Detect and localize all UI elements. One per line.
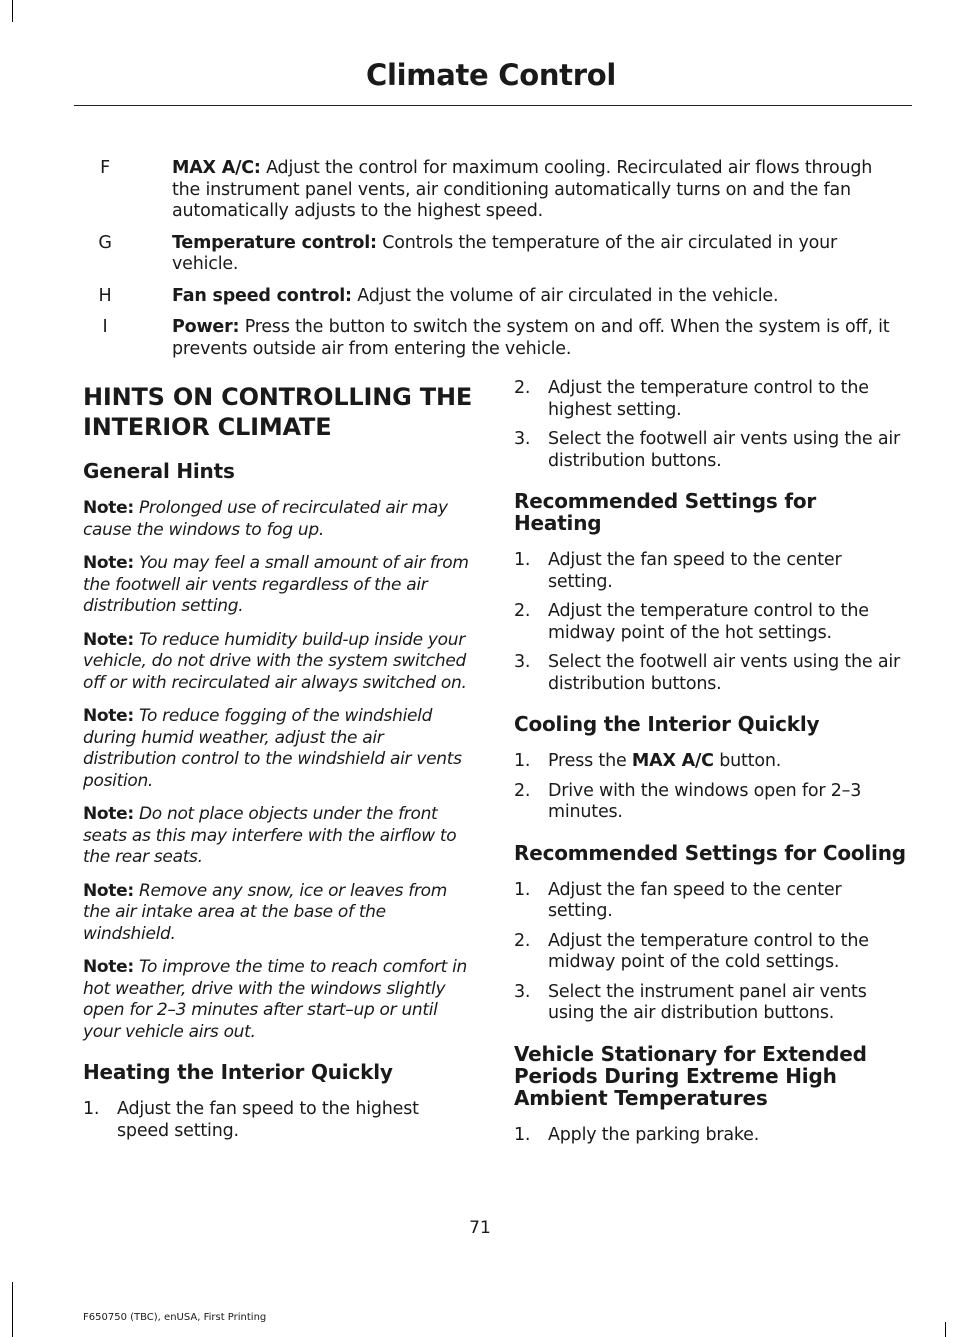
note-text: To reduce fogging of the windshield during humid weather, adjust the air distribution control to the windshield air vents position. bbox=[83, 706, 462, 791]
note-air-intake bbox=[83, 881, 475, 946]
definition-text: Adjust the control for maximum cooling. Recirculated air flows through the instrument panel vents, air conditioning automatically turns on and the fan automatically adjusts to the highest speed. bbox=[172, 158, 873, 221]
definition-letter: F bbox=[100, 158, 110, 178]
step-number: 2. bbox=[514, 780, 531, 801]
list-item bbox=[83, 1099, 475, 1142]
definition-text: Press the button to switch the system on and off. When the system is off, it prevents outside air from entering the vehicle. bbox=[172, 317, 890, 359]
list-item bbox=[514, 982, 906, 1025]
step-text: Adjust the fan speed to the center setting. bbox=[548, 550, 842, 592]
stationary-heading: Vehicle Stationary for Extended Periods During Extreme High Ambient Temperatures bbox=[514, 1041, 867, 1110]
step-number: 3. bbox=[514, 981, 531, 1002]
list-item bbox=[514, 1125, 906, 1147]
definition-item-h bbox=[80, 286, 902, 308]
note-humidity bbox=[83, 630, 475, 695]
control-definition-list bbox=[80, 158, 902, 370]
definition-item-i bbox=[80, 317, 902, 360]
definition-letter: G bbox=[98, 232, 112, 253]
definition-item-f bbox=[80, 158, 902, 223]
step-text: Adjust the fan speed to the highest speed setting. bbox=[117, 1099, 419, 1141]
stationary-steps bbox=[514, 1125, 906, 1147]
heating-quickly-steps-continued bbox=[514, 378, 906, 472]
crop-mark-top-left bbox=[12, 0, 13, 22]
section-title-line-1: HINTS ON CONTROLLING THE bbox=[83, 383, 473, 411]
step-text: Drive with the windows open for 2–3 minutes. bbox=[548, 780, 862, 822]
list-item bbox=[514, 931, 906, 974]
step-text: Apply the parking brake. bbox=[548, 1124, 760, 1145]
definition-letter: I bbox=[102, 317, 108, 337]
note-text: To reduce humidity build-up inside your vehicle, do not drive with the system switched off or with recirculated air always switched on. bbox=[83, 629, 467, 693]
step-number: 2. bbox=[514, 930, 531, 951]
section-title bbox=[83, 382, 475, 442]
step-number: 3. bbox=[514, 429, 531, 449]
note-objects-under-seats bbox=[83, 804, 475, 869]
list-item bbox=[514, 751, 906, 773]
note-text: Remove any snow, ice or leaves from the air intake area at the base of the windshield. bbox=[83, 880, 447, 944]
section-title-line-2: INTERIOR CLIMATE bbox=[83, 413, 332, 441]
heating-settings-steps bbox=[514, 550, 906, 695]
note-text: To improve the time to reach comfort in hot weather, drive with the windows slightly open for 2–3 minutes after start–up or until your vehicle airs out. bbox=[83, 957, 467, 1042]
list-item bbox=[514, 378, 906, 421]
step-text: Select the instrument panel air vents using the air distribution buttons. bbox=[548, 981, 867, 1023]
note-label: Note: bbox=[83, 880, 134, 901]
list-item bbox=[514, 429, 906, 472]
note-text: Do not place objects under the front seats as this may interfere with the airflow to the rear seats. bbox=[83, 804, 457, 867]
step-number: 2. bbox=[514, 601, 531, 621]
note-label: Note: bbox=[83, 804, 134, 824]
note-label: Note: bbox=[83, 498, 134, 518]
step-text: button. bbox=[713, 751, 782, 771]
footer-print-info: F650750 (TBC), enUSA, First Printing bbox=[83, 1312, 267, 1323]
definition-term: MAX A/C: bbox=[172, 158, 261, 178]
max-ac-button-label: MAX A/C bbox=[631, 751, 714, 771]
definition-letter: H bbox=[98, 285, 112, 306]
note-label: Note: bbox=[83, 553, 134, 573]
cooling-settings-heading: Recommended Settings for Cooling bbox=[514, 840, 906, 865]
page-header-title: Climate Control bbox=[366, 58, 616, 92]
step-number: 1. bbox=[514, 751, 531, 771]
note-text: You may feel a small amount of air from the footwell air vents regardless of the air distribution setting. bbox=[83, 553, 469, 616]
definition-item-g bbox=[80, 233, 902, 276]
crop-mark-bottom-right bbox=[945, 1322, 946, 1337]
note-hot-weather bbox=[83, 957, 475, 1043]
step-number: 1. bbox=[514, 550, 531, 570]
note-fogging bbox=[83, 706, 475, 792]
list-item bbox=[514, 601, 906, 644]
note-label: Note: bbox=[83, 706, 134, 726]
list-item bbox=[514, 652, 906, 695]
heating-settings-heading: Recommended Settings for Heating bbox=[514, 489, 817, 535]
step-text: Adjust the temperature control to the highest setting. bbox=[548, 378, 869, 420]
cooling-quickly-heading: Cooling the Interior Quickly bbox=[514, 712, 820, 736]
step-number: 1. bbox=[514, 1124, 531, 1145]
step-number: 1. bbox=[83, 1099, 100, 1119]
note-label: Note: bbox=[83, 629, 134, 650]
step-number: 3. bbox=[514, 652, 531, 672]
step-text: Select the footwell air vents using the air distribution buttons. bbox=[548, 652, 901, 694]
crop-mark-bottom-left bbox=[12, 1282, 13, 1337]
definition-text: Controls the temperature of the air circulated in your vehicle. bbox=[172, 232, 838, 274]
general-hints-heading: General Hints bbox=[83, 459, 235, 483]
heating-quickly-heading: Heating the Interior Quickly bbox=[83, 1060, 393, 1084]
left-column bbox=[83, 378, 475, 1160]
step-text: Adjust the temperature control to the midway point of the hot settings. bbox=[548, 601, 869, 643]
note-footwell-air bbox=[83, 553, 475, 618]
definition-term: Temperature control: bbox=[172, 232, 377, 253]
cooling-quickly-steps bbox=[514, 751, 906, 824]
note-recirculated-air bbox=[83, 498, 475, 541]
list-item bbox=[514, 880, 906, 923]
note-text: Prolonged use of recirculated air may cause the windows to fog up. bbox=[83, 498, 448, 540]
heating-quickly-steps bbox=[83, 1099, 475, 1142]
definition-term: Fan speed control: bbox=[172, 285, 352, 306]
step-text: Select the footwell air vents using the air distribution buttons. bbox=[548, 429, 901, 471]
step-text: Adjust the temperature control to the midway point of the cold settings. bbox=[548, 930, 869, 972]
page-number: 71 bbox=[469, 1218, 491, 1238]
list-item bbox=[514, 781, 906, 824]
definition-term: Power: bbox=[172, 317, 240, 337]
step-number: 1. bbox=[514, 879, 531, 900]
step-text: Press the bbox=[548, 751, 632, 771]
step-text: Adjust the fan speed to the center setting. bbox=[548, 879, 842, 921]
list-item bbox=[514, 550, 906, 593]
right-column bbox=[514, 378, 906, 1164]
header-divider bbox=[74, 105, 912, 106]
cooling-settings-steps bbox=[514, 880, 906, 1025]
definition-text: Adjust the volume of air circulated in the vehicle. bbox=[351, 285, 779, 306]
step-number: 2. bbox=[514, 378, 531, 398]
note-label: Note: bbox=[83, 957, 134, 977]
